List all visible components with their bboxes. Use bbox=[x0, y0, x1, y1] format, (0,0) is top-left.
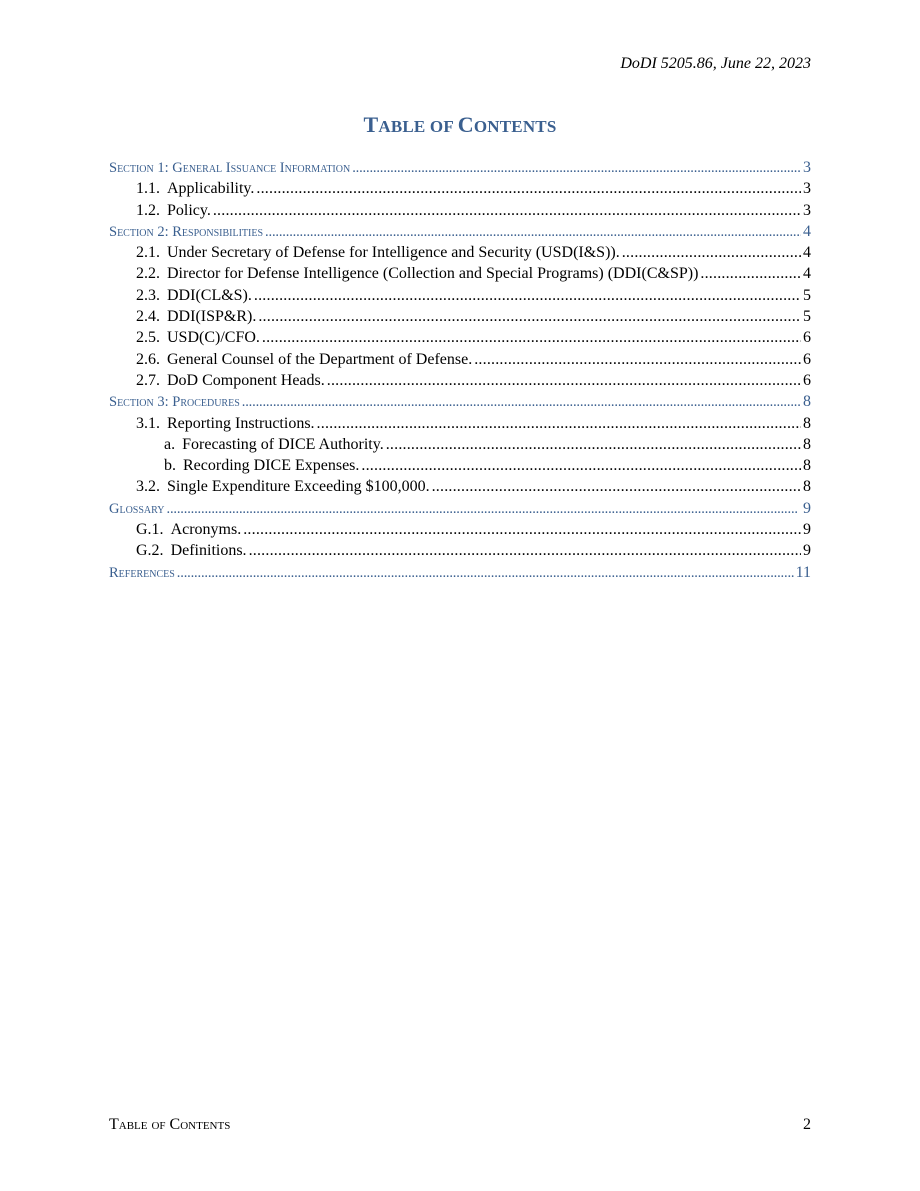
footer-section-label: Table of Contents bbox=[109, 1116, 231, 1133]
toc-entry-label bbox=[136, 540, 247, 561]
toc-page-number: 6 bbox=[803, 350, 811, 368]
toc-dot-leader bbox=[361, 455, 801, 476]
toc-entry-number: 2.5. bbox=[136, 329, 160, 347]
toc-entry-label bbox=[136, 178, 254, 199]
toc-entry-link[interactable] bbox=[109, 242, 811, 263]
toc-page-number: 9 bbox=[803, 542, 811, 560]
toc-entry-link[interactable] bbox=[109, 349, 811, 370]
toc-entry-label bbox=[109, 499, 165, 519]
toc-entry-number: G.1. bbox=[136, 521, 164, 539]
toc-entry-text: Section 3: Procedures bbox=[109, 394, 240, 411]
toc-entry-link[interactable] bbox=[109, 285, 811, 306]
toc-entry-text: Applicability. bbox=[167, 180, 255, 198]
toc-entry-link[interactable] bbox=[109, 263, 811, 284]
toc-entry-text: Glossary bbox=[109, 500, 165, 517]
toc-entry-label bbox=[109, 158, 350, 178]
toc-title-t: T bbox=[363, 112, 379, 137]
toc-entry-text: DDI(ISP&R). bbox=[167, 308, 257, 326]
toc-dot-leader bbox=[256, 178, 801, 199]
document-header: DoDI 5205.86, June 22, 2023 bbox=[620, 55, 811, 72]
toc-dot-leader bbox=[317, 413, 801, 434]
toc-entry-label bbox=[136, 413, 315, 434]
toc-entry-link[interactable] bbox=[109, 200, 811, 221]
toc-entry-number: G.2. bbox=[136, 542, 164, 560]
toc-entry-text: Under Secretary of Defense for Intelligence and Security (USD(I&S)). bbox=[167, 244, 620, 262]
toc-entry-label bbox=[136, 349, 472, 370]
toc-entry-text: Section 2: Responsibilities bbox=[109, 223, 264, 240]
toc-page-number: 6 bbox=[803, 329, 811, 347]
toc-page-number: 8 bbox=[803, 393, 811, 411]
toc-page-number: 5 bbox=[803, 308, 811, 326]
toc-dot-leader bbox=[432, 476, 801, 497]
toc-entry-link[interactable] bbox=[109, 476, 811, 497]
toc-entry-number: 2.4. bbox=[136, 308, 160, 326]
toc-page-number: 3 bbox=[803, 201, 811, 219]
toc-dot-leader bbox=[258, 306, 801, 327]
toc-entry-number: 1.1. bbox=[136, 180, 160, 198]
toc-page-number: 8 bbox=[803, 457, 811, 475]
toc-title-ontents: ONTENTS bbox=[473, 117, 557, 136]
toc-entry-label bbox=[136, 519, 241, 540]
toc-entry-link[interactable] bbox=[109, 519, 811, 540]
toc-entry-label bbox=[136, 327, 260, 348]
toc-entry-text: Single Expenditure Exceeding $100,000. bbox=[167, 478, 430, 496]
toc-dot-leader bbox=[474, 349, 801, 370]
toc-entry-label bbox=[136, 263, 698, 284]
toc-dot-leader bbox=[249, 540, 801, 561]
toc-entry-text: Policy. bbox=[167, 201, 211, 219]
toc-dot-leader bbox=[177, 563, 794, 583]
toc-entry-text: DDI(CL&S). bbox=[167, 286, 252, 304]
toc-entry-link[interactable] bbox=[109, 540, 811, 561]
toc-dot-leader bbox=[213, 200, 801, 221]
toc-entry-label bbox=[136, 200, 211, 221]
toc-section-link[interactable] bbox=[109, 157, 811, 178]
toc-dot-leader bbox=[327, 370, 801, 391]
toc-entry-label bbox=[109, 563, 175, 583]
toc-page-number: 4 bbox=[803, 222, 811, 240]
toc-page-number: 11 bbox=[795, 563, 811, 581]
toc-entry-number: 3.2. bbox=[136, 478, 160, 496]
toc-entry-label bbox=[109, 392, 240, 412]
toc-entry-label bbox=[136, 285, 252, 306]
toc-entry-label bbox=[136, 476, 430, 497]
toc-entry-text: Acronyms. bbox=[170, 521, 242, 539]
toc-title-able-of: ABLE OF bbox=[378, 117, 458, 136]
toc-page-number: 8 bbox=[803, 414, 811, 432]
toc-section-link[interactable] bbox=[109, 562, 811, 583]
toc-entry-link[interactable] bbox=[109, 455, 811, 476]
toc-dot-leader bbox=[352, 158, 801, 178]
toc-entry-link[interactable] bbox=[109, 306, 811, 327]
toc-page-number: 6 bbox=[803, 371, 811, 389]
toc-entry-text: Director for Defense Intelligence (Collection and Special Programs) (DDI(C&SP)) bbox=[167, 265, 699, 283]
toc-entry-number: 2.1. bbox=[136, 244, 160, 262]
toc-entry-text: Reporting Instructions. bbox=[167, 414, 315, 432]
toc-dot-leader bbox=[243, 519, 801, 540]
footer-page-number: 2 bbox=[803, 1116, 811, 1133]
toc-page-number: 9 bbox=[803, 521, 811, 539]
toc-section-link[interactable] bbox=[109, 498, 811, 519]
toc-dot-leader bbox=[262, 327, 801, 348]
toc-page-number: 3 bbox=[803, 180, 811, 198]
toc-entry-link[interactable] bbox=[109, 370, 811, 391]
toc-dot-leader bbox=[700, 263, 801, 284]
toc-section-link[interactable] bbox=[109, 391, 811, 412]
toc-entry-number: 2.7. bbox=[136, 371, 160, 389]
toc-entry-number: a. bbox=[164, 435, 176, 453]
toc-page-number: 4 bbox=[803, 265, 811, 283]
toc-entry-link[interactable] bbox=[109, 413, 811, 434]
toc-dot-leader bbox=[386, 434, 801, 455]
toc-page-number: 5 bbox=[803, 286, 811, 304]
toc-dot-leader bbox=[265, 222, 801, 242]
toc-entry-number: 1.2. bbox=[136, 201, 160, 219]
toc-dot-leader bbox=[242, 392, 801, 412]
toc-entry-text: USD(C)/CFO. bbox=[167, 329, 260, 347]
toc-entry-number: b. bbox=[164, 457, 176, 475]
toc-entry-label bbox=[136, 242, 620, 263]
toc-page-number: 3 bbox=[803, 159, 811, 176]
toc-entry-number: 2.6. bbox=[136, 350, 160, 368]
toc-entry-number: 2.2. bbox=[136, 265, 160, 283]
toc-entry-text: Section 1: General Issuance Information bbox=[109, 160, 351, 176]
toc-list bbox=[109, 157, 811, 583]
toc-page-number: 4 bbox=[803, 244, 811, 262]
toc-entry-label bbox=[109, 222, 263, 242]
toc-dot-leader bbox=[167, 499, 802, 519]
toc-dot-leader bbox=[254, 285, 801, 306]
toc-page-number: 8 bbox=[803, 478, 811, 496]
toc-entry-label bbox=[164, 455, 359, 476]
toc-entry-text: Recording DICE Expenses. bbox=[183, 457, 360, 475]
toc-entry-label bbox=[136, 306, 256, 327]
toc-entry-text: DoD Component Heads. bbox=[167, 371, 325, 389]
toc-section-link[interactable] bbox=[109, 221, 811, 242]
toc-entry-text: Forecasting of DICE Authority. bbox=[182, 435, 384, 453]
toc-entry-text: Definitions. bbox=[170, 542, 247, 560]
toc-entry-link[interactable] bbox=[109, 327, 811, 348]
toc-entry-text: References bbox=[109, 564, 175, 581]
toc-page-number: 9 bbox=[803, 499, 811, 517]
toc-entry-text: General Counsel of the Department of Defense. bbox=[167, 350, 473, 368]
toc-entry-label bbox=[164, 434, 384, 455]
toc-entry-label bbox=[136, 370, 325, 391]
toc-entry-number: 3.1. bbox=[136, 414, 160, 432]
toc-entry-number: 2.3. bbox=[136, 286, 160, 304]
toc-dot-leader bbox=[622, 242, 801, 263]
toc-entry-link[interactable] bbox=[109, 178, 811, 199]
toc-entry-link[interactable] bbox=[109, 434, 811, 455]
toc-title-c: C bbox=[457, 112, 474, 137]
toc-title bbox=[0, 112, 920, 138]
toc-page-number: 8 bbox=[803, 435, 811, 453]
